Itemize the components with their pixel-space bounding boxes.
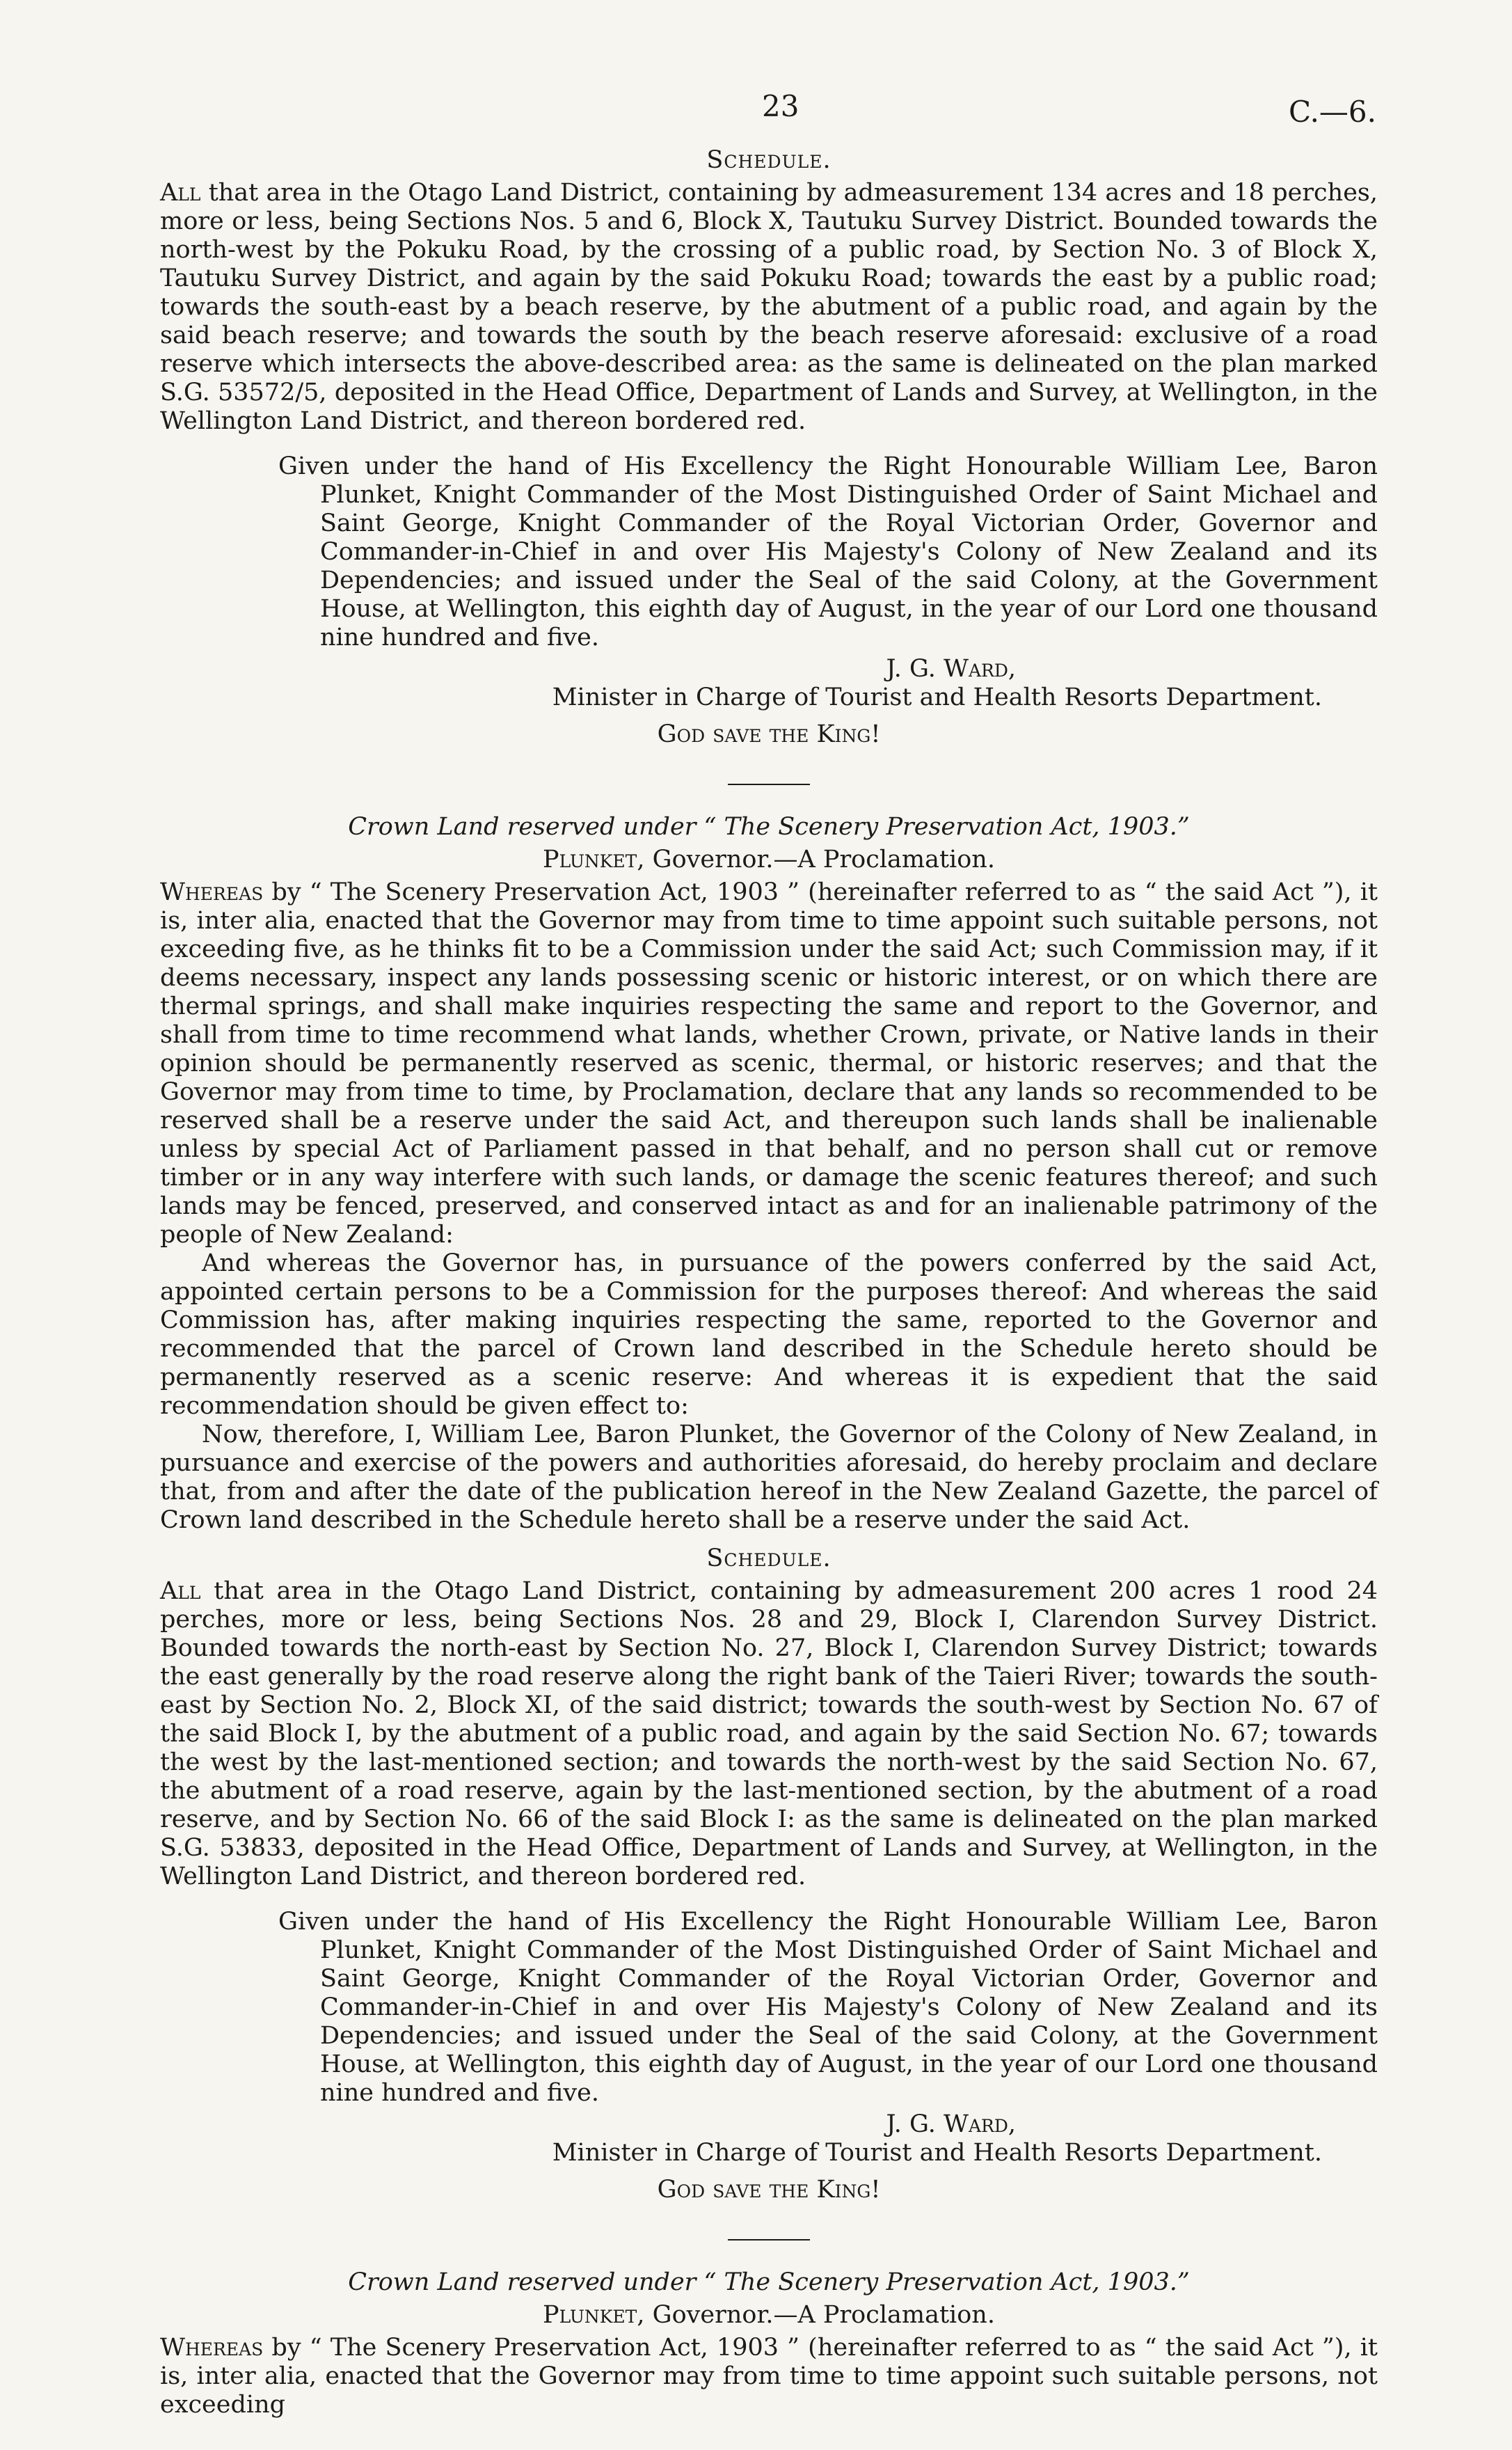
paragraph-text: by “ The Scenery Preservation Act, 1903 ” (hereinafter referred to as “ the said Act ”), it is, inter alia, enacted that the Governor may from time to time appoint such suitable persons, not exceeding bbox=[160, 2334, 1378, 2419]
schedule-paragraph bbox=[160, 179, 1378, 436]
whereas-paragraph bbox=[160, 878, 1378, 1249]
paragraph-text: that area in the Otago Land District, containing by admeasurement 134 acres and 18 perches, more or less, being Sections Nos. 5 and 6, Block X, Tautuku Survey District. Bounded towards the north-west by the Pokuku Road, by the crossing of a public road, by Section No. 3 of Block X, Tautuku Survey District, and again by the said Pokuku Road; towards the east by a public road; towards the south-east by a beach reserve, by the abutment of a public road, and again by the said beach reserve; and towards the south by the beach reserve aforesaid: exclusive of a road reserve which intersects the above-described area: as the same is delineated on the plan marked S.G. 53572/5, deposited in the Head Office, Department of Lands and Survey, at Wellington, in the Wellington Land District, and thereon bordered red. bbox=[160, 179, 1378, 435]
given-under-hand-paragraph: Given under the hand of His Excellency the Right Honourable William Lee, Baron Plunket, Knight Commander of the Most Distinguished Order of Saint Michael and Saint George, Knight Commander of the Royal Victorian Order, Governor and Commander-in-Chief in and over His Majesty's Colony of New Zealand and its Dependencies; and issued under the Seal of the said Colony, at the Government House, at Wellington, this eighth day of August, in the year of our Lord one thousand nine hundred and five. bbox=[278, 452, 1378, 651]
signer-name: J. G. Ward, bbox=[886, 2110, 1016, 2138]
paragraph-text: by “ The Scenery Preservation Act, 1903 ” (hereinafter referred to as “ the said Act ”), it is, inter alia, enacted that the Governor may from time to time appoint such suitable persons, not exceeding five, as he thinks fit to be a Commission under the said Act; such Commission may, if it deems necessary, inspect any lands possessing scenic or historic interest, or on which there are thermal springs, and shall make inquiries respecting the same and report to the Governor, and shall from time to time recommend what lands, whether Crown, private, or Native lands in their opinion should be permanently reserved as scenic, thermal, or historic reserves; and that the Governor may from time to time, by Proclamation, declare that any lands so recommended to be reserved shall be a reserve under the said Act, and thereupon such lands shall be inalienable unless by special Act of Parliament passed in that behalf, and no person shall cut or remove timber or in any way interfere with such lands, or damage the scenic features thereof; and such lands may be fenced, preserved, and conserved intact as and for an inalienable patrimony of the people of New Zealand: bbox=[160, 878, 1378, 1249]
signer-department: Minister in Charge of Tourist and Health Resorts Department. bbox=[552, 683, 1322, 711]
proclamation-label: Governor.—A Proclamation. bbox=[644, 2301, 995, 2329]
now-therefore-paragraph: Now, therefore, I, William Lee, Baron Plunket, the Governor of the Colony of New Zealand, in pursuance and exercise of the powers and authorities aforesaid, do hereby proclaim and declare that, from and after the date of the publication hereof in the New Zealand Gazette, the parcel of Crown land described in the Schedule hereto shall be a reserve under the said Act. bbox=[160, 1421, 1378, 1534]
document-reference-code: C.—6. bbox=[1288, 95, 1376, 129]
proclamation-title: Crown Land reserved under “ The Scenery Preservation Act, 1903.” bbox=[348, 813, 1190, 841]
signer-department: Minister in Charge of Tourist and Health Resorts Department. bbox=[552, 2139, 1322, 2167]
page-number: 23 bbox=[762, 89, 799, 123]
schedule-heading: Schedule. bbox=[706, 146, 831, 174]
paragraph-lead-word: Whereas bbox=[160, 2334, 264, 2362]
paragraph-lead-word: All bbox=[160, 1577, 201, 1605]
schedule-heading: Schedule. bbox=[706, 1544, 831, 1572]
whereas-paragraph bbox=[160, 2334, 1378, 2419]
paragraph-lead-word: All bbox=[160, 179, 201, 207]
paragraph-lead-word: Whereas bbox=[160, 878, 264, 906]
and-whereas-paragraph: And whereas the Governor has, in pursuance of the powers conferred by the said Act, appointed certain persons to be a Commission for the purposes thereof: And whereas the said Commission has, after making inquiries respecting the same, reported to the Governor and recommended that the parcel of Crown land described in the Schedule hereto should be permanently reserved as a scenic reserve: And whereas it is expedient that the said recommendation should be given effect to: bbox=[160, 1249, 1378, 1420]
proclamation-label: Governor.—A Proclamation. bbox=[644, 846, 995, 874]
paragraph-text: that area in the Otago Land District, containing by admeasurement 200 acres 1 rood 24 perches, more or less, being Sections Nos. 28 and 29, Block I, Clarendon Survey District. Bounded towards the north-east by Section No. 27, Block I, Clarendon Survey District; towards the east generally by the road reserve along the right bank of the Taieri River; towards the south-east by Section No. 2, Block XI, of the said district; towards the south-west by Section No. 67 of the said Block I, by the abutment of a public road, and again by the said Section No. 67; towards the west by the last-mentioned section; and towards the north-west by the said Section No. 67, the abutment of a road reserve, again by the last-mentioned section, by the abutment of a road reserve, and by Section No. 66 of the said Block I: as the same is delineated on the plan marked S.G. 53833, deposited in the Head Office, Department of Lands and Survey, at Wellington, in the Wellington Land District, and thereon bordered red. bbox=[160, 1577, 1378, 1890]
governor-name: Plunket, bbox=[543, 846, 645, 874]
section-divider bbox=[728, 2239, 810, 2240]
section-divider bbox=[728, 784, 810, 785]
schedule-paragraph bbox=[160, 1577, 1378, 1891]
given-under-hand-paragraph: Given under the hand of His Excellency the Right Honourable William Lee, Baron Plunket, Knight Commander of the Most Distinguished Order of Saint Michael and Saint George, Knight Commander of the Royal Victorian Order, Governor and Commander-in-Chief in and over His Majesty's Colony of New Zealand and its Dependencies; and issued under the Seal of the said Colony, at the Government House, at Wellington, this eighth day of August, in the year of our Lord one thousand nine hundred and five. bbox=[278, 1908, 1378, 2107]
page-content bbox=[160, 146, 1378, 2419]
god-save-the-king: God save the King! bbox=[657, 2176, 881, 2204]
governor-name: Plunket, bbox=[543, 2301, 645, 2329]
proclamation-line bbox=[160, 2301, 1378, 2330]
proclamation-title: Crown Land reserved under “ The Scenery Preservation Act, 1903.” bbox=[348, 2268, 1190, 2296]
proclamation-line bbox=[160, 846, 1378, 874]
signer-name: J. G. Ward, bbox=[886, 655, 1016, 683]
god-save-the-king: God save the King! bbox=[657, 720, 881, 748]
